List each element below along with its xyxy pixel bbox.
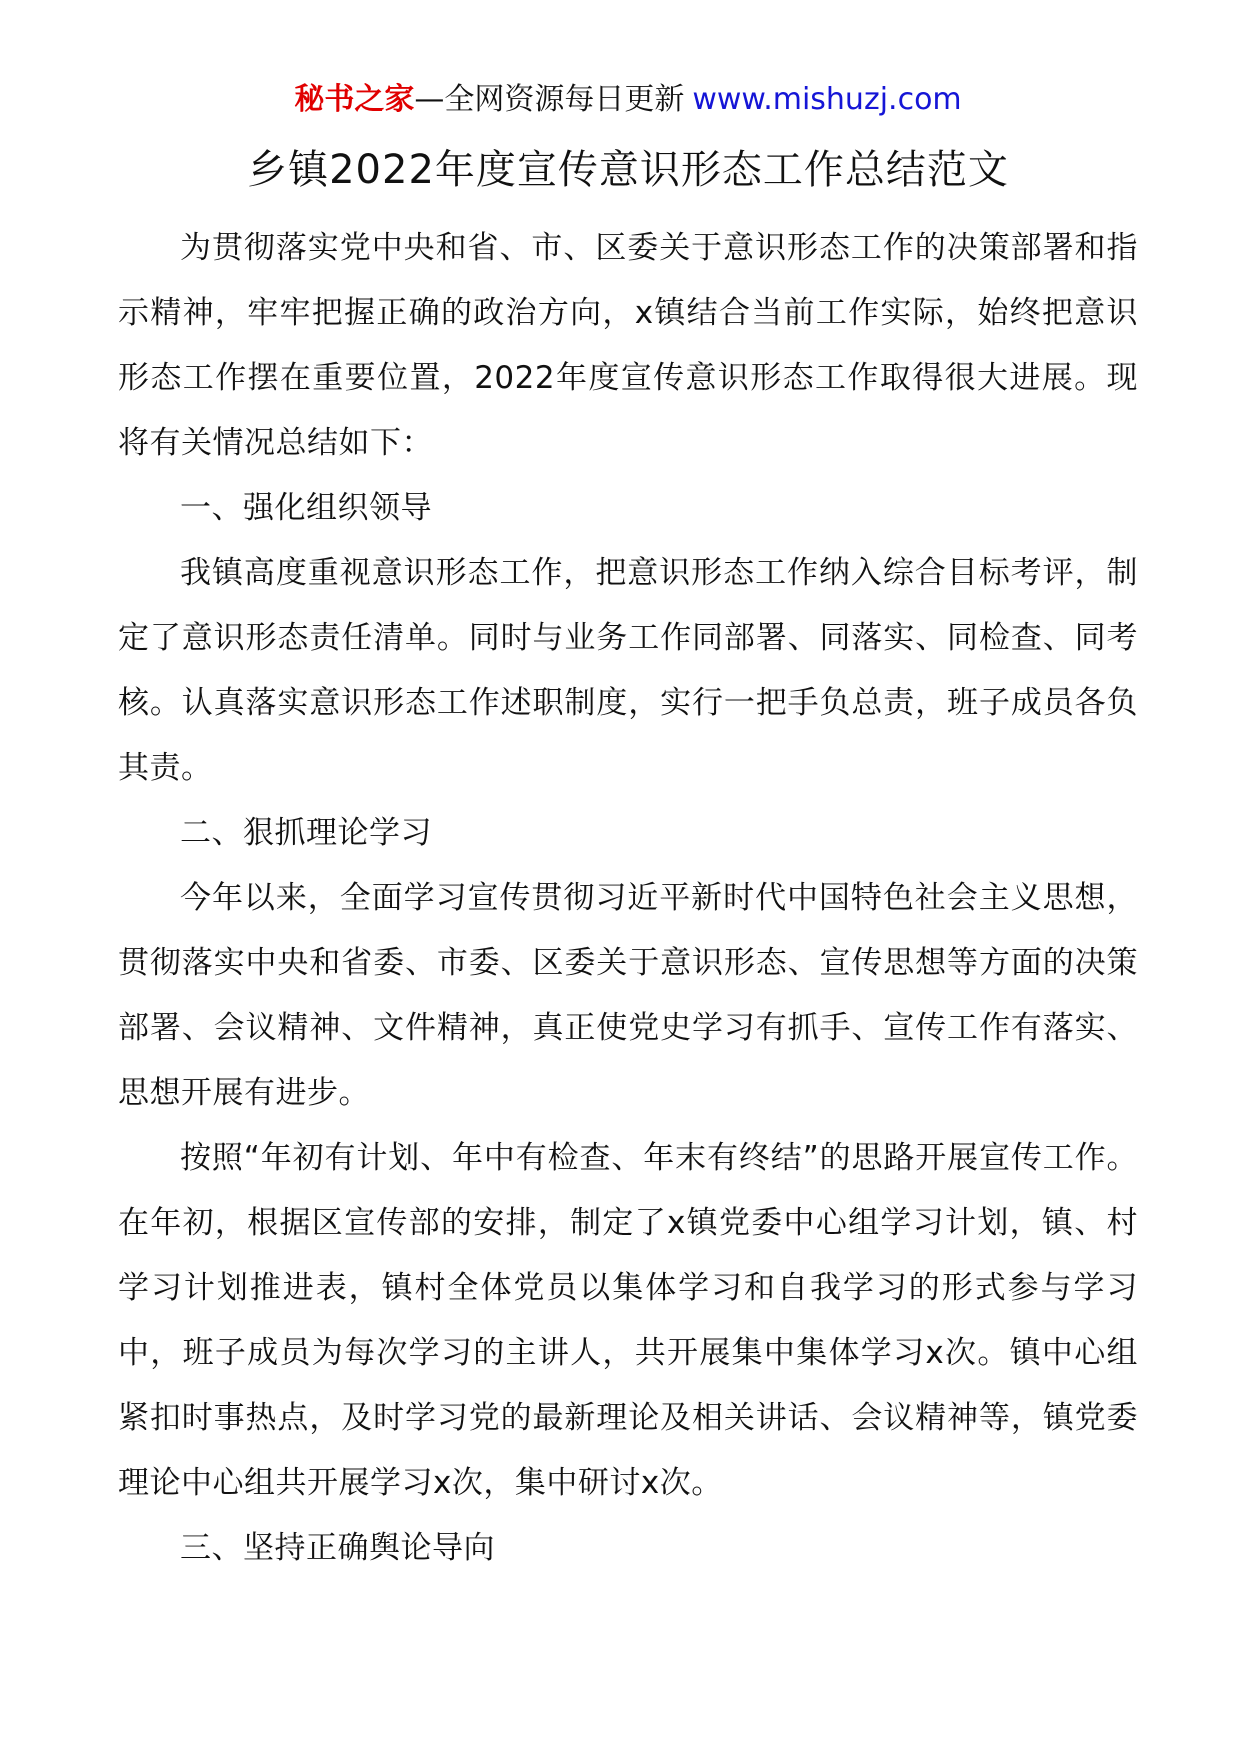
document-title: 乡镇2022年度宣传意识形态工作总结范文 [247, 147, 1009, 193]
body-paragraph: 今年以来，全面学习宣传贯彻习近平新时代中国特色社会主义思想，贯彻落实中央和省委、市委、区委关于意识形态、宣传思想等方面的决策部署、会议精神、文件精神，真正使党史学习有抓手、宣传工作有落实、思想开展有进步。 [118, 880, 1138, 1111]
site-tagline: —全网资源每日更新 [414, 82, 685, 117]
section-heading-1: 一、强化组织领导 [180, 490, 432, 526]
site-header [118, 80, 1138, 120]
document-body [118, 216, 1138, 1581]
section-heading-3: 三、坚持正确舆论导向 [180, 1530, 495, 1566]
body-paragraph: 按照“年初有计划、年中有检查、年末有终结”的思路开展宣传工作。在年初，根据区宣传部的安排，制定了x镇党委中心组学习计划，镇、村学习计划推进表，镇村全体党员以集体学习和自我学习的形式参与学习中，班子成员为每次学习的主讲人，共开展集中集体学习x次。镇中心组紧扣时事热点，及时学习党的最新理论及相关讲话、会议精神等，镇党委理论中心组共开展学习x次，集中研讨x次。 [118, 1140, 1138, 1501]
intro-paragraph: 为贯彻落实党中央和省、市、区委关于意识形态工作的决策部署和指示精神，牢牢把握正确的政治方向，x镇结合当前工作实际，始终把意识形态工作摆在重要位置，2022年度宣传意识形态工作取得很大进展。现将有关情况总结如下： [118, 230, 1138, 461]
body-paragraph: 我镇高度重视意识形态工作，把意识形态工作纳入综合目标考评，制定了意识形态责任清单。同时与业务工作同部署、同落实、同检查、同考核。认真落实意识形态工作述职制度，实行一把手负总责，班子成员各负其责。 [118, 555, 1138, 786]
section-heading-2: 二、狠抓理论学习 [180, 815, 432, 851]
site-brand: 秘书之家 [294, 82, 415, 117]
document-page [118, 80, 1138, 1581]
site-url-link[interactable]: www.mishuzj.com [692, 82, 962, 117]
